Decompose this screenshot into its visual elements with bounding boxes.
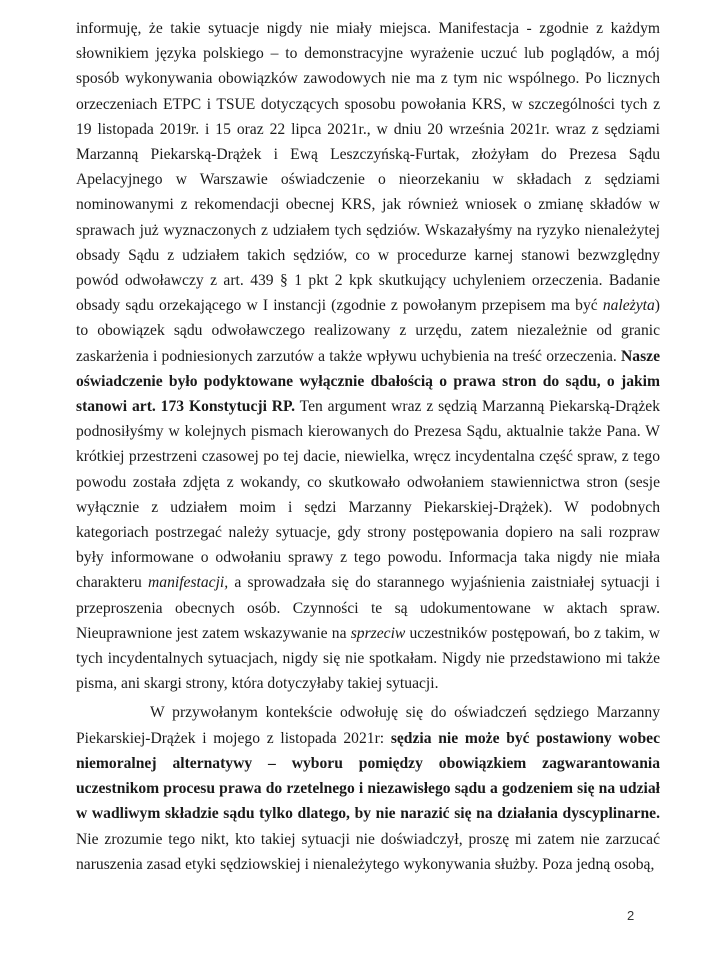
text-run: ) to obowiązek sądu odwoławczego realizowany z urzędu, zatem niezależnie od granic zaskarżenia i podniesionych zarzutów a także wpływu uchybienia na treść orzeczenia. — [76, 297, 660, 365]
italic-text: sprzeciw — [350, 624, 406, 642]
paragraph-2 — [76, 700, 660, 876]
bold-statement: sędzia nie może być postawiony wobec niemoralnej alternatywy – wyboru pomiędzy obowiązkiem zagwarantowania uczestnikom procesu prawa do rzetelnego i niezawisłego sądu a godzeniem się na udział w wadliwym składzie sądu tylko dlatego, by nie narazić się na działania dyscyplinarne. — [76, 729, 660, 823]
page-number: 2 — [627, 908, 635, 923]
text-run: a sprowadzała się do starannego wyjaśnienia zaistniałej sytuacji i przeproszenia obecnych osób. Czynności te są udokumentowane w aktach spraw. Nieuprawnione jest zatem wskazywanie na — [76, 574, 660, 642]
paragraph-1 — [76, 16, 660, 696]
document-body — [76, 16, 660, 877]
text-run: informuję, że takie sytuacje nigdy nie miały miejsca. Manifestacja - zgodnie z każdym słownikiem języka polskiego – to demonstracyjne wyrażenie uczuć lub poglądów, a mój sposób wykonywania obowiązków zawodowych nie ma z tym nic wspólnego. Po licznych orzeczeniach ETPC i TSUE dotyczących sposobu powołania KRS, w szczególności tych z 19 listopada 2019r. i 15 oraz 22 lipca 2021r., w dniu 20 września 2021r. wraz z sędziami Marzanną Piekarską-Drążek i Ewą Leszczyńską-Furtak, złożyłam do Prezesa Sądu Apelacyjnego w Warszawie oświadczenie o nieorzekaniu w składach z sędziami nominowanymi z rekomendacji obecnej KRS, jak również wniosek o zmianę składów w sprawach już wyznaczonych z udziałem tych sędziów. Wskazałyśmy na ryzyko nienależytej obsady Sądu z udziałem takich sędziów, co w procedurze karnej stanowi bezwzględny powód odwoławczy z art. 439 § 1 pkt 2 kpk skutkujący uchyleniem orzeczenia. Badanie obsady sądu orzekającego w I instancji (zgodnie z powołanym przepisem ma być — [76, 20, 660, 315]
text-run: Nie zrozumie tego nikt, kto takiej sytuacji nie doświadczył, proszę mi zatem nie zarzucać naruszenia zasad etyki sędziowskiej i nienależytego wykonywania służby. Poza jedną osobą, — [76, 830, 660, 873]
text-run: W przywołanym kontekście odwołuję się do oświadczeń sędziego Marzanny Piekarskiej-Drążek i mojego z listopada 2021r: — [76, 704, 660, 747]
italic-text: manifestacji, — [148, 574, 229, 592]
text-run: Ten argument wraz z sędzią Marzanną Piekarską-Drążek podnosiłyśmy w kolejnych pismach kierowanych do Prezesa Sądu, aktualnie także Pana. W krótkiej przestrzeni czasowej po tej dacie, niewielka, wręcz incydentalna część spraw, z tego powodu została zdjęta z wokandy, co skutkowało odwołaniem stawiennictwa stron (sesje wyłącznie z udziałem moim i sędzi Marzanny Piekarskiej-Drążek). W podobnych kategoriach postrzegać należy sytuacje, gdy strony postępowania dopiero na sali rozpraw były informowane o odwołaniu sprawy z tego powodu. Informacja taka nigdy nie miała charakteru — [76, 398, 660, 592]
text-run: uczestników postępowań, bo z takim, w tych incydentalnych sytuacjach, nigdy się nie spotkałam. Nigdy nie przedstawiono mi także pisma, ani skargi strony, która dotyczyłaby takiej sytuacji. — [76, 624, 660, 693]
bold-statement: Nasze oświadczenie było podyktowane wyłącznie dbałością o prawa stron do sądu, o jakim stanowi art. 173 Konstytucji RP. — [76, 347, 660, 416]
italic-text: należyta — [602, 297, 655, 315]
